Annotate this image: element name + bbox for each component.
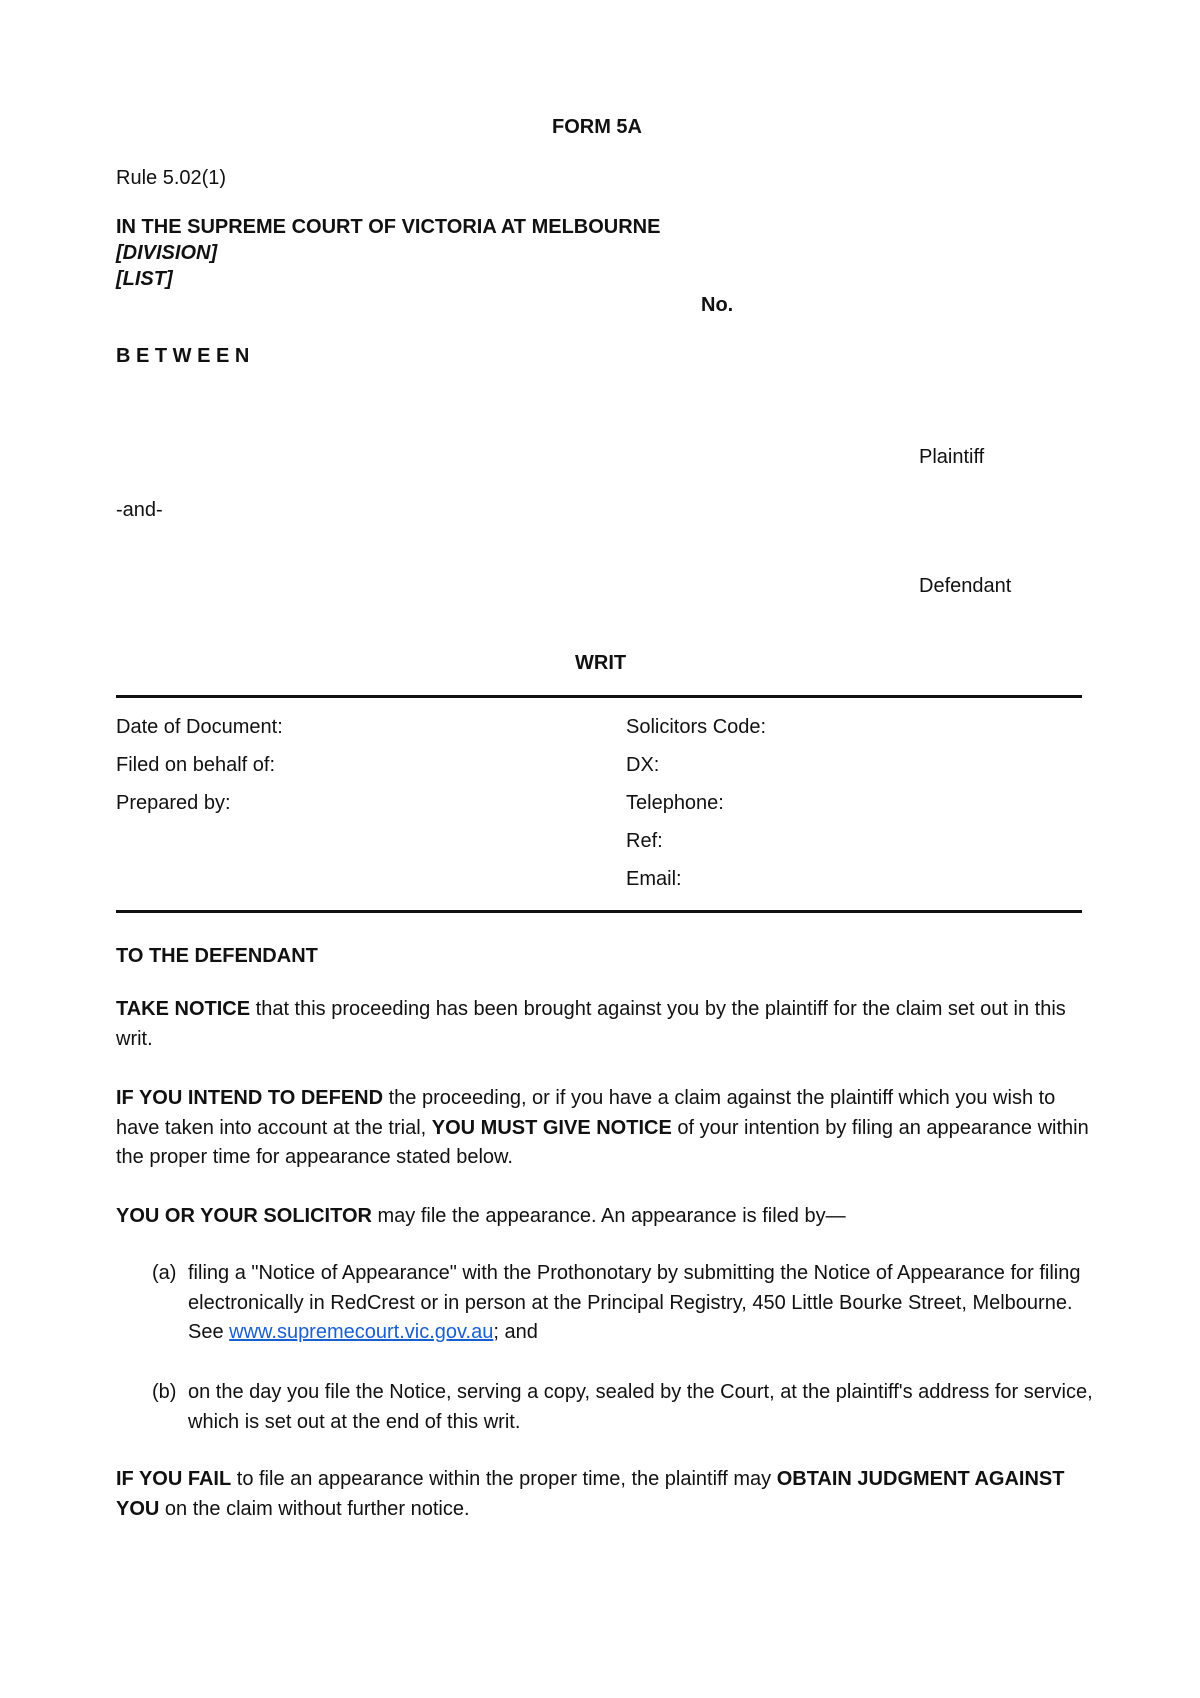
list-item-label: (a): [152, 1262, 177, 1284]
top-divider: [116, 695, 1082, 698]
date-of-document-label: Date of Document:: [116, 716, 283, 738]
and-separator: -and-: [116, 499, 163, 521]
list-item-text: filing a "Notice of Appearance" with the Prothonotary by submitting the Notice of Appearance for filing electronically in RedCrest or in person at the Principal Registry, 450 Little Bourke Street, Melbourne. See www.supremecourt.vic.gov.au; and: [188, 1262, 1081, 1343]
proceeding-number-label: No.: [701, 294, 734, 316]
telephone-label: Telephone:: [626, 792, 724, 814]
solicitor-paragraph: YOU OR YOUR SOLICITOR may file the appearance. An appearance is filed by—: [116, 1205, 846, 1227]
prepared-by-label: Prepared by:: [116, 792, 231, 814]
form-title: FORM 5A: [552, 116, 642, 138]
between-heading: B E T W E E N: [116, 345, 250, 367]
intend-to-defend-paragraph: IF YOU INTEND TO DEFEND the proceeding, or if you have a claim against the plaintiff which you wish to have taken into account at the trial, YOU MUST GIVE NOTICE of your intention by filing an appearance within the proper time for appearance stated below.: [116, 1087, 1089, 1168]
document-type-heading: WRIT: [575, 652, 627, 674]
plaintiff-label: Plaintiff: [919, 446, 985, 468]
take-notice-paragraph: TAKE NOTICE that this proceeding has been brought against you by the plaintiff for the claim set out in this writ.: [116, 998, 1066, 1050]
defendant-label: Defendant: [919, 575, 1012, 597]
list-item-b: [152, 1378, 1100, 1438]
list-placeholder: [LIST]: [116, 268, 173, 290]
fail-to-appear-paragraph: IF YOU FAIL to file an appearance within the proper time, the plaintiff may OBTAIN JUDGMENT AGAINST YOU on the claim without further notice.: [116, 1468, 1065, 1520]
list-item-text: on the day you file the Notice, serving a copy, sealed by the Court, at the plaintiff's address for service, which is set out at the end of this writ.: [188, 1381, 1093, 1433]
list-item-a: [152, 1259, 1100, 1349]
court-name: IN THE SUPREME COURT OF VICTORIA AT MELBOURNE: [116, 216, 661, 238]
division-placeholder: [DIVISION]: [116, 242, 218, 264]
list-item-label: (b): [152, 1381, 177, 1403]
bottom-divider: [116, 910, 1082, 913]
supreme-court-website-link[interactable]: www.supremecourt.vic.gov.au: [229, 1321, 494, 1343]
to-defendant-heading: TO THE DEFENDANT: [116, 945, 318, 967]
dx-label: DX:: [626, 754, 660, 776]
solicitors-code-label: Solicitors Code:: [626, 716, 767, 738]
email-label: Email:: [626, 868, 682, 890]
ref-label: Ref:: [626, 830, 663, 852]
rule-reference: Rule 5.02(1): [116, 167, 227, 189]
filed-on-behalf-label: Filed on behalf of:: [116, 754, 275, 776]
